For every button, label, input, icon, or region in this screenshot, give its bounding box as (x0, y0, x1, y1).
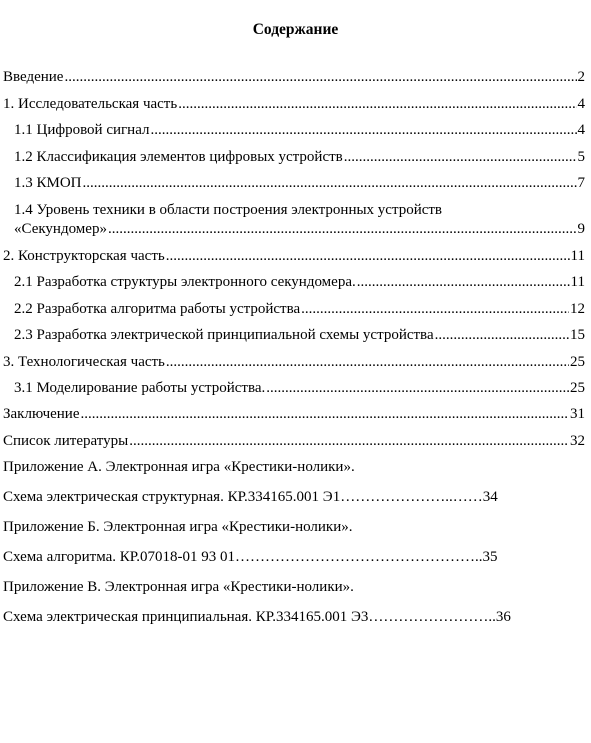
toc-entry-label: 2.3 Разработка электрической принципиальной схемы устройства (14, 327, 434, 343)
toc-entry-references[interactable] (3, 432, 585, 450)
toc-entry-modeling[interactable] (14, 379, 585, 397)
toc-leader-dots (64, 68, 576, 86)
toc-entry-structure[interactable] (14, 273, 585, 291)
toc-entry-classification[interactable] (14, 148, 585, 166)
toc-appendix-c-entry[interactable] (3, 608, 585, 626)
toc-entry-label: Схема алгоритма. КР.07018-01 93 01 (3, 549, 235, 565)
toc-page-number: 25 (570, 380, 585, 396)
toc-page-number: 15 (570, 327, 585, 343)
toc-page-number: 34 (482, 489, 498, 505)
toc-leader-dots (166, 353, 569, 371)
toc-entry-label: 3. Технологическая часть (3, 354, 165, 370)
toc-entry-label: Заключение (3, 406, 80, 422)
toc-entry-digital-signal[interactable] (14, 121, 585, 139)
toc-leader-dots (150, 121, 576, 139)
toc-entry-design-part[interactable] (3, 247, 585, 265)
toc-leader-dots (266, 379, 569, 397)
toc-entry-label: Введение (3, 69, 64, 85)
toc-leader-dots (166, 247, 570, 265)
toc-page-number: 4 (577, 122, 585, 138)
toc-entry-label: 1.1 Цифровой сигнал (14, 122, 150, 138)
toc-entry-introduction[interactable] (3, 68, 585, 86)
toc-leader-dots (108, 220, 577, 238)
toc-entry-label: 1. Исследовательская часть (3, 96, 178, 112)
toc-page-number: 35 (482, 549, 498, 565)
toc-entry-label: 2.2 Разработка алгоритма работы устройства (14, 301, 301, 317)
toc-leader-dots (301, 300, 569, 318)
toc-entry-state-of-art[interactable] (14, 220, 585, 238)
toc-leader-dots (81, 405, 570, 423)
toc-leader-dots (178, 95, 576, 113)
toc-entry-label: 2.1 Разработка структуры электронного секундомера. (14, 274, 356, 290)
toc-appendix-c-heading[interactable]: Приложение В. Электронная игра «Крестики-нолики». (3, 579, 354, 595)
toc-entry-conclusion[interactable] (3, 405, 585, 423)
toc-entry-label: Список литературы (3, 433, 129, 449)
toc-entry-label: 2. Конструкторская часть (3, 248, 165, 264)
toc-page-number: 11 (570, 248, 585, 264)
toc-leader-dots: …………………….. (368, 609, 496, 625)
toc-entry-label: Схема электрическая структурная. КР.334165.001 Э1 (3, 489, 341, 505)
page-title: Содержание (252, 21, 339, 38)
toc-appendix-b-heading[interactable]: Приложение Б. Электронная игра «Крестики-нолики». (3, 519, 353, 535)
toc-page-number: 12 (570, 301, 585, 317)
toc-page-number: 9 (577, 221, 585, 237)
toc-entry-technology-part[interactable] (3, 353, 585, 371)
toc-entry-label: 1.2 Классификация элементов цифровых устройств (14, 149, 343, 165)
toc-page-number: 5 (577, 149, 585, 165)
toc-entry-label: Схема электрическая принципиальная. КР.334165.001 Э3 (3, 609, 369, 625)
toc-leader-dots (435, 326, 569, 344)
toc-appendix-a-entry[interactable] (3, 488, 585, 506)
toc-appendix-a-heading[interactable]: Приложение А. Электронная игра «Крестики-нолики». (3, 459, 355, 475)
toc-page-number: 7 (577, 175, 585, 191)
toc-leader-dots (129, 432, 569, 450)
toc-entry-cmos[interactable] (14, 174, 585, 192)
toc-entry-research-part[interactable] (3, 95, 585, 113)
toc-entry-label: 1.3 КМОП (14, 175, 82, 191)
toc-leader-dots (83, 174, 577, 192)
toc-leader-dots (344, 148, 577, 166)
toc-leader-dots (357, 273, 570, 291)
toc-entry-label: «Секундомер» (14, 221, 107, 237)
toc-leader-dots: …………………..…… (340, 489, 483, 505)
toc-page-number: 32 (570, 433, 585, 449)
toc-entry-state-of-art-line1[interactable]: 1.4 Уровень техники в области построения электронных устройств (14, 202, 443, 218)
toc-leader-dots: ………………………………………….. (235, 549, 483, 565)
toc-page-number: 36 (495, 609, 511, 625)
toc-page-number: 31 (570, 406, 585, 422)
toc-page-number: 4 (577, 96, 585, 112)
toc-entry-label: 3.1 Моделирование работы устройства. (14, 380, 266, 396)
toc-page-number: 2 (577, 69, 585, 85)
toc-appendix-b-entry[interactable] (3, 548, 585, 566)
toc-page-number: 25 (570, 354, 585, 370)
toc-entry-algorithm[interactable] (14, 300, 585, 318)
toc-page-number: 11 (570, 274, 585, 290)
toc-entry-schematic[interactable] (14, 326, 585, 344)
